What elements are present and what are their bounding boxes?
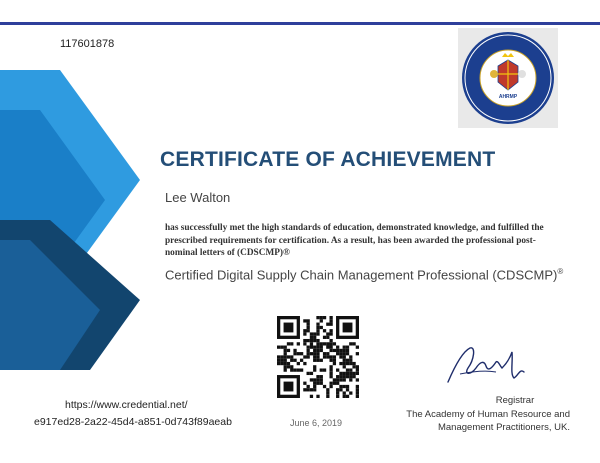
registrar-signature <box>440 338 540 388</box>
registrar-organization-line2: Management Practitioners, UK. <box>437 422 570 433</box>
recipient-name: Lee Walton <box>165 190 231 205</box>
registrar-organization-line1: The Academy of Human Resource and <box>406 409 570 420</box>
certificate-title: CERTIFICATE OF ACHIEVEMENT <box>160 148 496 171</box>
top-rule <box>0 22 600 25</box>
verification-url[interactable]: https://www.credential.net/ <box>65 399 188 411</box>
course-title <box>165 262 565 284</box>
registrar-role: Registrar <box>495 395 535 406</box>
verification-qr-code[interactable] <box>277 316 359 398</box>
registered-mark: ® <box>557 267 564 276</box>
course-title-text: Certified Digital Supply Chain Management Professional (CDSCMP) <box>165 267 558 283</box>
academy-seal <box>458 28 558 128</box>
registrar-block <box>390 394 570 434</box>
svg-text:AHRMP: AHRMP <box>498 94 518 100</box>
achievement-statement: has successfully met the high standards of education, demonstrated knowledge, and fulfilled the prescribed requirements for certification. As a result, has been awarded the professional post-nominal letters of (CDSCMP)® <box>165 223 544 258</box>
certificate-number: 117601878 <box>60 38 115 50</box>
credential-id: e917ed28-2a22-45d4-a851-0d743f89aeab <box>34 416 232 428</box>
issue-date: June 6, 2019 <box>290 418 343 428</box>
chevron-graphic <box>0 70 140 370</box>
